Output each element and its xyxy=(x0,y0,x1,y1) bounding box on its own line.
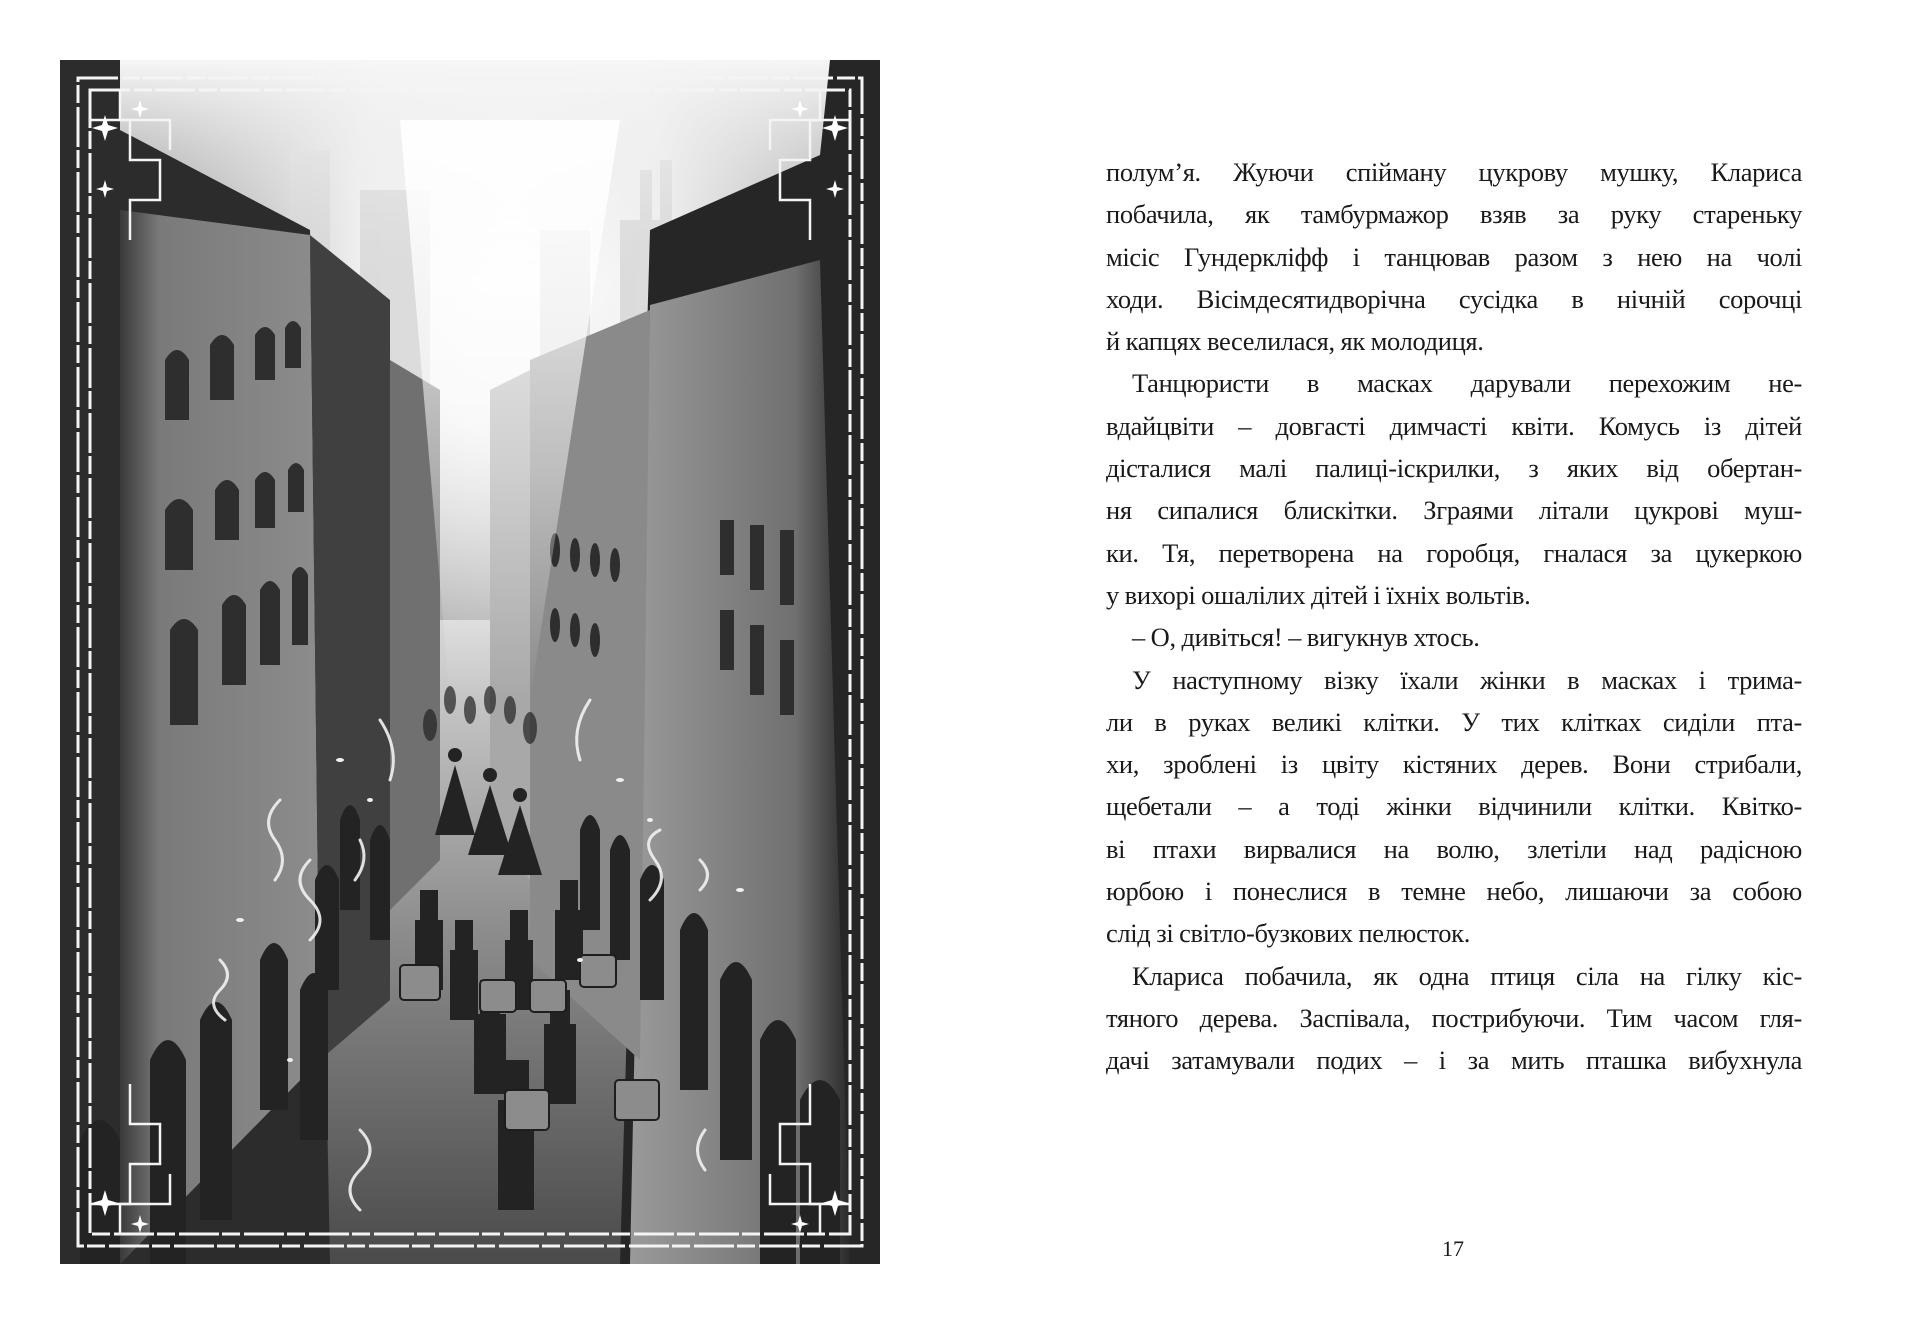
text-line: щебетали – а тоді жінки відчинили клітки. Квітко- xyxy=(1106,791,1802,822)
text-line: у вихорі ошалілих дітей і їхніх вольтів. xyxy=(1106,579,1531,610)
text-line: побачила, як тамбурмажор взяв за руку стареньку xyxy=(1106,199,1802,230)
text-line: – О, дивіться! – вигукнув хтось. xyxy=(1132,622,1480,653)
text-line: ли в руках великі клітки. У тих клітках сиділи пта- xyxy=(1106,706,1802,737)
text-line: ки. Тя, перетворена на горобця, гналася за цукеркою xyxy=(1106,537,1802,568)
text-line: хи, зроблені із цвіту кістяних дерев. Вони стрибали, xyxy=(1106,749,1802,780)
text-line: слід зі світло-бузкових пелюсток. xyxy=(1106,918,1470,949)
text-line: дачі затамували подих – і за мить пташка вибухнула xyxy=(1106,1045,1802,1076)
book-illustration xyxy=(60,60,880,1264)
text-line: дісталися малі палиці-іскрилки, з яких від обертан- xyxy=(1106,453,1802,484)
parade-street-illustration xyxy=(60,60,880,1264)
text-line: вдайцвіти – довгасті димчасті квіти. Комусь із дітей xyxy=(1106,410,1802,441)
text-line: ходи. Вісімдесятидворічна сусідка в нічній сорочці xyxy=(1106,283,1802,314)
text-line: місіс Гундеркліфф і танцював разом з нею на чолі xyxy=(1106,241,1802,272)
text-line: полум’я. Жуючи спійману цукрову мушку, Клариса xyxy=(1106,157,1802,187)
text-line: тяного дерева. Заспівала, пострибуючи. Тим часом гля- xyxy=(1106,1002,1802,1033)
text-line: й капцях веселилася, як молодиця. xyxy=(1106,326,1484,357)
text-line: У наступному візку їхали жінки в масках і трима- xyxy=(1132,664,1802,695)
text-line: Клариса побачила, як одна птиця сіла на гілку кіс- xyxy=(1132,960,1802,991)
text-line: Танцюристи в масках дарували перехожим не- xyxy=(1132,368,1802,399)
page-number: 17 xyxy=(1442,1236,1464,1261)
book-page-text xyxy=(1106,151,1802,1082)
text-line: ня сипалися блискітки. Зграями літали цукрові муш- xyxy=(1106,495,1802,526)
text-line: ві птахи вирвалися на волю, злетіли над радісною xyxy=(1106,833,1802,864)
text-line: юрбою і понеслися в темне небо, лишаючи за собою xyxy=(1106,876,1802,907)
